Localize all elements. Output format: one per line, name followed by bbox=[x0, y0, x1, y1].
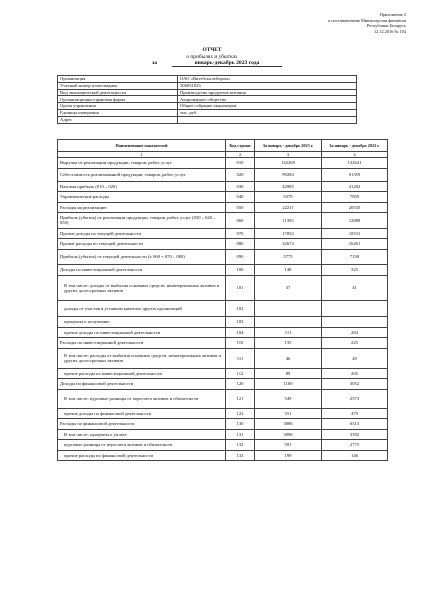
info-label: Организационно-правовая форма bbox=[58, 96, 178, 103]
info-value: Производство продуктов питания bbox=[178, 89, 357, 96]
row-name: В том числе: курсовые разницы от пересчета активов и обязательств bbox=[58, 389, 226, 408]
row-name: Прочие доходы по текущей деятельности bbox=[58, 228, 226, 239]
row-name: В том числе: расходы от выбытия основных средств, нематериальных активов и других долгосрочных активов bbox=[58, 348, 226, 368]
table-row bbox=[58, 265, 388, 276]
row-current-value: 111 bbox=[255, 327, 322, 338]
table-row bbox=[58, 429, 388, 440]
profit-loss-table bbox=[57, 139, 388, 461]
table-row bbox=[58, 192, 388, 203]
row-current-value: 89 bbox=[255, 368, 322, 379]
row-current-value: 9379 bbox=[255, 192, 322, 203]
row-current-value: 3096 bbox=[255, 429, 322, 440]
table-row bbox=[58, 338, 388, 349]
report-period bbox=[152, 60, 282, 68]
row-name: Выручка от реализации продукции, товаров, работ, услуг bbox=[58, 158, 226, 169]
row-current-value: 5775 bbox=[255, 249, 322, 265]
table-row bbox=[58, 181, 388, 192]
appendix-line: к постановлению Министерства финансов bbox=[328, 17, 406, 23]
row-code: 010 bbox=[226, 158, 255, 169]
row-current-value bbox=[255, 317, 322, 328]
row-code: 130 bbox=[226, 419, 255, 430]
row-previous-value: 7158 bbox=[322, 249, 388, 265]
table-row bbox=[58, 275, 388, 300]
info-row bbox=[58, 103, 357, 110]
row-code: 030 bbox=[226, 181, 255, 192]
row-previous-value: 41 bbox=[322, 275, 388, 300]
appendix-line: Приложение 2 bbox=[379, 12, 406, 17]
info-value: Общее собрание акционеров bbox=[178, 103, 357, 110]
row-current-value: 22211 bbox=[255, 202, 322, 213]
row-code: 103 bbox=[226, 317, 255, 328]
table-row bbox=[58, 408, 388, 419]
info-row bbox=[58, 82, 357, 89]
table-row bbox=[58, 368, 388, 379]
row-code: 120 bbox=[226, 379, 255, 390]
row-code: 111 bbox=[226, 348, 255, 368]
row-previous-value: 325 bbox=[322, 265, 388, 276]
info-row bbox=[58, 116, 357, 123]
row-name: Расходы по инвестиционной деятельности bbox=[58, 338, 226, 349]
table-row bbox=[58, 389, 388, 408]
info-row bbox=[58, 96, 357, 103]
table-row bbox=[58, 228, 388, 239]
row-previous-value: 3392 bbox=[322, 429, 388, 440]
row-current-value: 135 bbox=[255, 338, 322, 349]
row-name: проценты к получению bbox=[58, 317, 226, 328]
row-current-value: 591 bbox=[255, 440, 322, 451]
row-current-value: 3886 bbox=[255, 419, 322, 430]
table-row bbox=[58, 202, 388, 213]
row-code: 100 bbox=[226, 265, 255, 276]
row-current-value: 11395 bbox=[255, 213, 322, 229]
row-previous-value bbox=[322, 317, 388, 328]
report-subtitle: о прибылях и убытках bbox=[186, 53, 238, 60]
row-name: прочие расходы по финансовой деятельности bbox=[58, 450, 226, 461]
row-previous-value: 10531 bbox=[322, 228, 388, 239]
row-current-value: 148 bbox=[255, 265, 322, 276]
row-current-value: 42985 bbox=[255, 181, 322, 192]
row-code: 122 bbox=[226, 408, 255, 419]
row-previous-value: 2573 bbox=[322, 389, 388, 408]
period-prefix: за bbox=[152, 60, 158, 66]
row-name: Прочие расходы по текущей деятельности bbox=[58, 239, 226, 250]
column-number: 2 bbox=[226, 152, 255, 158]
table-header-row bbox=[58, 140, 388, 152]
info-value bbox=[178, 116, 357, 123]
row-code: 020 bbox=[226, 168, 255, 181]
row-code: 121 bbox=[226, 389, 255, 408]
row-name: Прибыль (убыток) от реализации продукции, товаров, работ, услуг (030 – 040 – 050) bbox=[58, 213, 226, 229]
row-current-value: 199 bbox=[255, 450, 322, 461]
row-current-value bbox=[255, 300, 322, 317]
info-row bbox=[58, 76, 357, 83]
row-current-value: 22672 bbox=[255, 239, 322, 250]
row-current-value: 99284 bbox=[255, 168, 322, 181]
row-previous-value bbox=[322, 300, 388, 317]
table-row bbox=[58, 440, 388, 451]
info-label: Учетный номер плательщика bbox=[58, 82, 178, 89]
row-code: 080 bbox=[226, 239, 255, 250]
row-code: 101 bbox=[226, 275, 255, 300]
row-name: доходы от участия в уставном капитале других организаций bbox=[58, 300, 226, 317]
row-current-value: 549 bbox=[255, 389, 322, 408]
header-code: Код строки bbox=[226, 140, 255, 152]
report-title bbox=[0, 47, 424, 60]
info-value: Акционерное общество bbox=[178, 96, 357, 103]
row-current-value: 1100 bbox=[255, 379, 322, 390]
info-value: ОАО «Витебскхлебпром» bbox=[178, 76, 357, 83]
table-row bbox=[58, 419, 388, 430]
row-code: 060 bbox=[226, 213, 255, 229]
table-row bbox=[58, 168, 388, 181]
row-previous-value: 16261 bbox=[322, 239, 388, 250]
appendix-line: Республики Беларусь bbox=[366, 23, 406, 29]
info-label: Единица измерения bbox=[58, 109, 178, 116]
column-number: 4 bbox=[322, 152, 388, 158]
row-code: 102 bbox=[226, 300, 255, 317]
row-code: 090 bbox=[226, 249, 255, 265]
row-previous-value: 20535 bbox=[322, 202, 388, 213]
row-previous-value: 146 bbox=[322, 450, 388, 461]
row-current-value: 551 bbox=[255, 408, 322, 419]
row-code: 133 bbox=[226, 450, 255, 461]
row-name: курсовые разницы от пересчета активов и обязательств bbox=[58, 440, 226, 451]
info-label: Организация bbox=[58, 76, 178, 83]
organization-info-table bbox=[57, 75, 357, 124]
row-code: 132 bbox=[226, 440, 255, 451]
row-name: прочие доходы по инвестиционной деятельности bbox=[58, 327, 226, 338]
row-previous-value: 41282 bbox=[322, 181, 388, 192]
report-title-main: ОТЧЕТ bbox=[202, 47, 222, 53]
table-row bbox=[58, 213, 388, 229]
row-code: 040 bbox=[226, 192, 255, 203]
row-name: Расходы по финансовой деятельности bbox=[58, 419, 226, 430]
row-code: 070 bbox=[226, 228, 255, 239]
row-previous-value: 2775 bbox=[322, 440, 388, 451]
row-code: 104 bbox=[226, 327, 255, 338]
table-row bbox=[58, 348, 388, 368]
row-previous-value: 225 bbox=[322, 338, 388, 349]
column-number: 1 bbox=[58, 152, 226, 158]
info-label: Адрес bbox=[58, 116, 178, 123]
row-name: Доходы по финансовой деятельности bbox=[58, 379, 226, 390]
row-code: 050 bbox=[226, 202, 255, 213]
info-label: Вид экономической деятельности bbox=[58, 89, 178, 96]
row-current-value: 37 bbox=[255, 275, 322, 300]
info-label: Орган управления bbox=[58, 103, 178, 110]
table-row bbox=[58, 239, 388, 250]
table-row bbox=[58, 317, 388, 328]
row-previous-value: 284 bbox=[322, 327, 388, 338]
row-previous-value: 91359 bbox=[322, 168, 388, 181]
table-row bbox=[58, 300, 388, 317]
info-value: тыс. руб. bbox=[178, 109, 357, 116]
appendix-line: 12.12.2016 № 104 bbox=[373, 28, 406, 34]
appendix-note bbox=[226, 12, 406, 34]
row-previous-value: 7859 bbox=[322, 192, 388, 203]
row-current-value: 142269 bbox=[255, 158, 322, 169]
row-previous-value: 3052 bbox=[322, 379, 388, 390]
period-value: январь-декабрь 2023 года bbox=[172, 60, 282, 67]
row-name: Прибыль (убыток) от текущей деятельности (± 060 + 070 – 080) bbox=[58, 249, 226, 265]
row-name: Доходы по инвестиционной деятельности bbox=[58, 265, 226, 276]
row-code: 112 bbox=[226, 368, 255, 379]
table-row bbox=[58, 158, 388, 169]
row-previous-value: 6313 bbox=[322, 419, 388, 430]
column-number: 3 bbox=[255, 152, 322, 158]
info-value: 300031823 bbox=[178, 82, 357, 89]
row-previous-value: 205 bbox=[322, 368, 388, 379]
row-name: Расходы на реализацию bbox=[58, 202, 226, 213]
row-current-value: 17052 bbox=[255, 228, 322, 239]
row-previous-value: 12888 bbox=[322, 213, 388, 229]
row-name: прочие доходы по финансовой деятельности bbox=[58, 408, 226, 419]
info-row bbox=[58, 89, 357, 96]
row-name: прочие расходы по инвестиционной деятельности bbox=[58, 368, 226, 379]
table-row bbox=[58, 379, 388, 390]
row-previous-value: 132641 bbox=[322, 158, 388, 169]
row-name: Управленческие расходы bbox=[58, 192, 226, 203]
row-previous-value: 20 bbox=[322, 348, 388, 368]
row-current-value: 46 bbox=[255, 348, 322, 368]
row-code: 131 bbox=[226, 429, 255, 440]
info-row bbox=[58, 109, 357, 116]
row-name: В том числе: проценты к уплате bbox=[58, 429, 226, 440]
row-name: Валовая прибыль (010 – 020) bbox=[58, 181, 226, 192]
table-row bbox=[58, 450, 388, 461]
table-row bbox=[58, 249, 388, 265]
table-row bbox=[58, 327, 388, 338]
row-name: Себестоимость реализованной продукции, товаров, работ, услуг bbox=[58, 168, 226, 181]
row-name: В том числе: доходы от выбытия основных средств, нематериальных активов и других долгосрочных активов bbox=[58, 275, 226, 300]
header-current-period: За январь - декабрь 2023 г. bbox=[255, 140, 322, 152]
header-previous-period: За январь - декабрь 2022 г. bbox=[322, 140, 388, 152]
row-code: 110 bbox=[226, 338, 255, 349]
row-previous-value: 479 bbox=[322, 408, 388, 419]
header-name: Наименование показателей bbox=[58, 140, 226, 152]
